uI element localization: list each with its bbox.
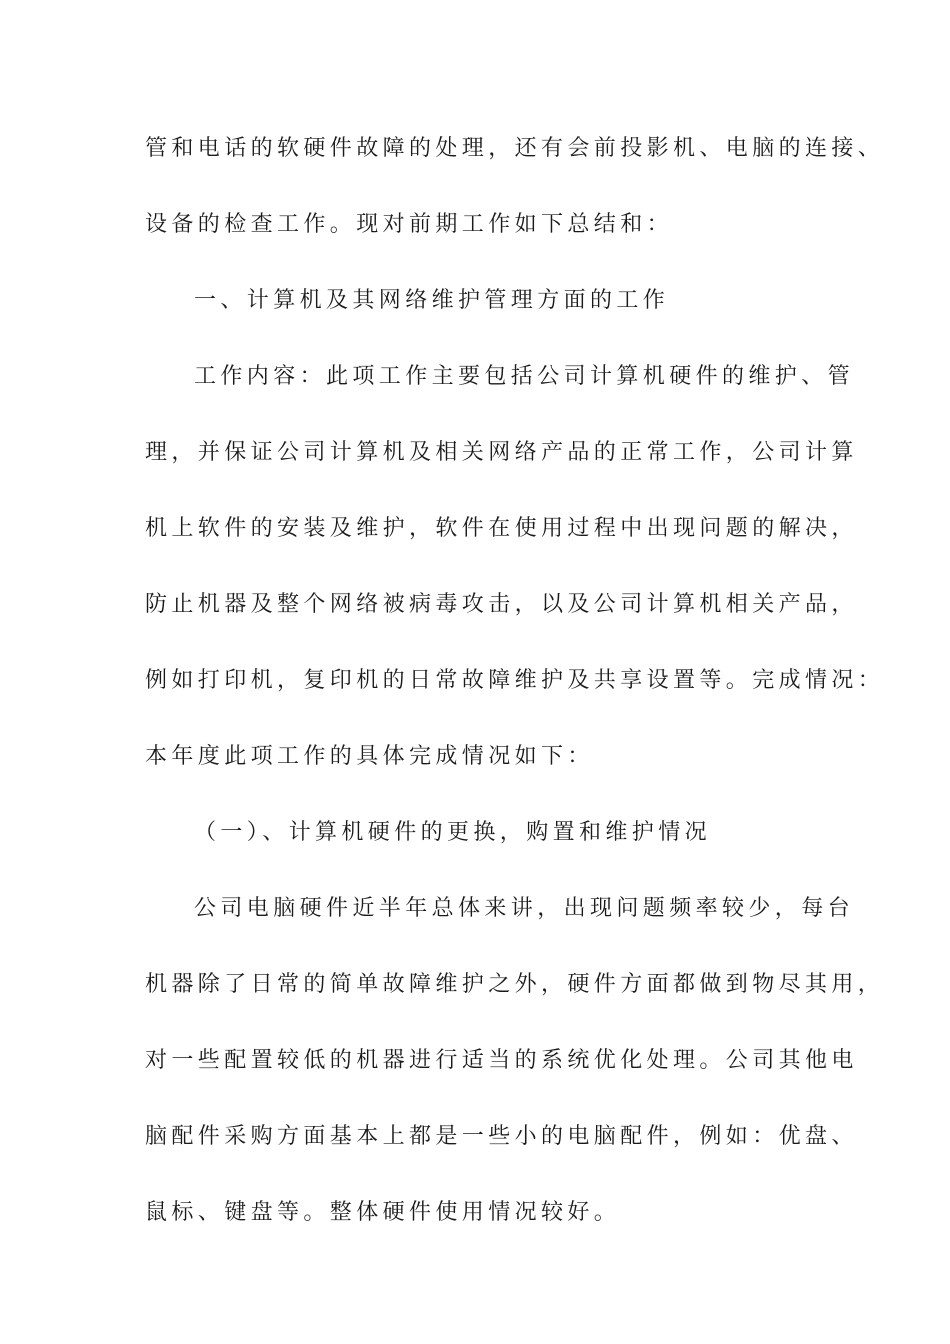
text-line: 脑配件采购方面基本上都是一些小的电脑配件，例如：优盘、 (145, 1124, 858, 1149)
text-line: 理，并保证公司计算机及相关网络产品的正常工作，公司计算 (145, 440, 858, 465)
text-line: 鼠标、键盘等。整体硬件使用情况较好。 (145, 1200, 621, 1225)
text-line: 设备的检查工作。现对前期工作如下总结和： (145, 212, 674, 237)
text-line: 对一些配置较低的机器进行适当的系统优化处理。公司其他电 (145, 1048, 858, 1073)
text-line: 防止机器及整个网络被病毒攻击，以及公司计算机相关产品， (145, 592, 858, 617)
text-line: 本年度此项工作的具体完成情况如下： (145, 744, 594, 769)
text-line: 例如打印机，复印机的日常故障维护及共享设置等。完成情况： (145, 668, 885, 693)
subsection-heading: （一）、计算机硬件的更换，购置和维护情况 (194, 820, 712, 845)
paragraph-start: 工作内容：此项工作主要包括公司计算机硬件的维护、管 (194, 364, 855, 389)
paragraph-start: 公司电脑硬件近半年总体来讲，出现问题频率较少，每台 (194, 896, 855, 921)
section-heading: 一、计算机及其网络维护管理方面的工作 (194, 288, 670, 313)
text-line: 管和电话的软硬件故障的处理，还有会前投影机、电脑的连接、 (145, 136, 885, 161)
text-line: 机上软件的安装及维护，软件在使用过程中出现问题的解决， (145, 516, 858, 541)
text-line: 机器除了日常的简单故障维护之外，硬件方面都做到物尽其用， (145, 972, 885, 997)
